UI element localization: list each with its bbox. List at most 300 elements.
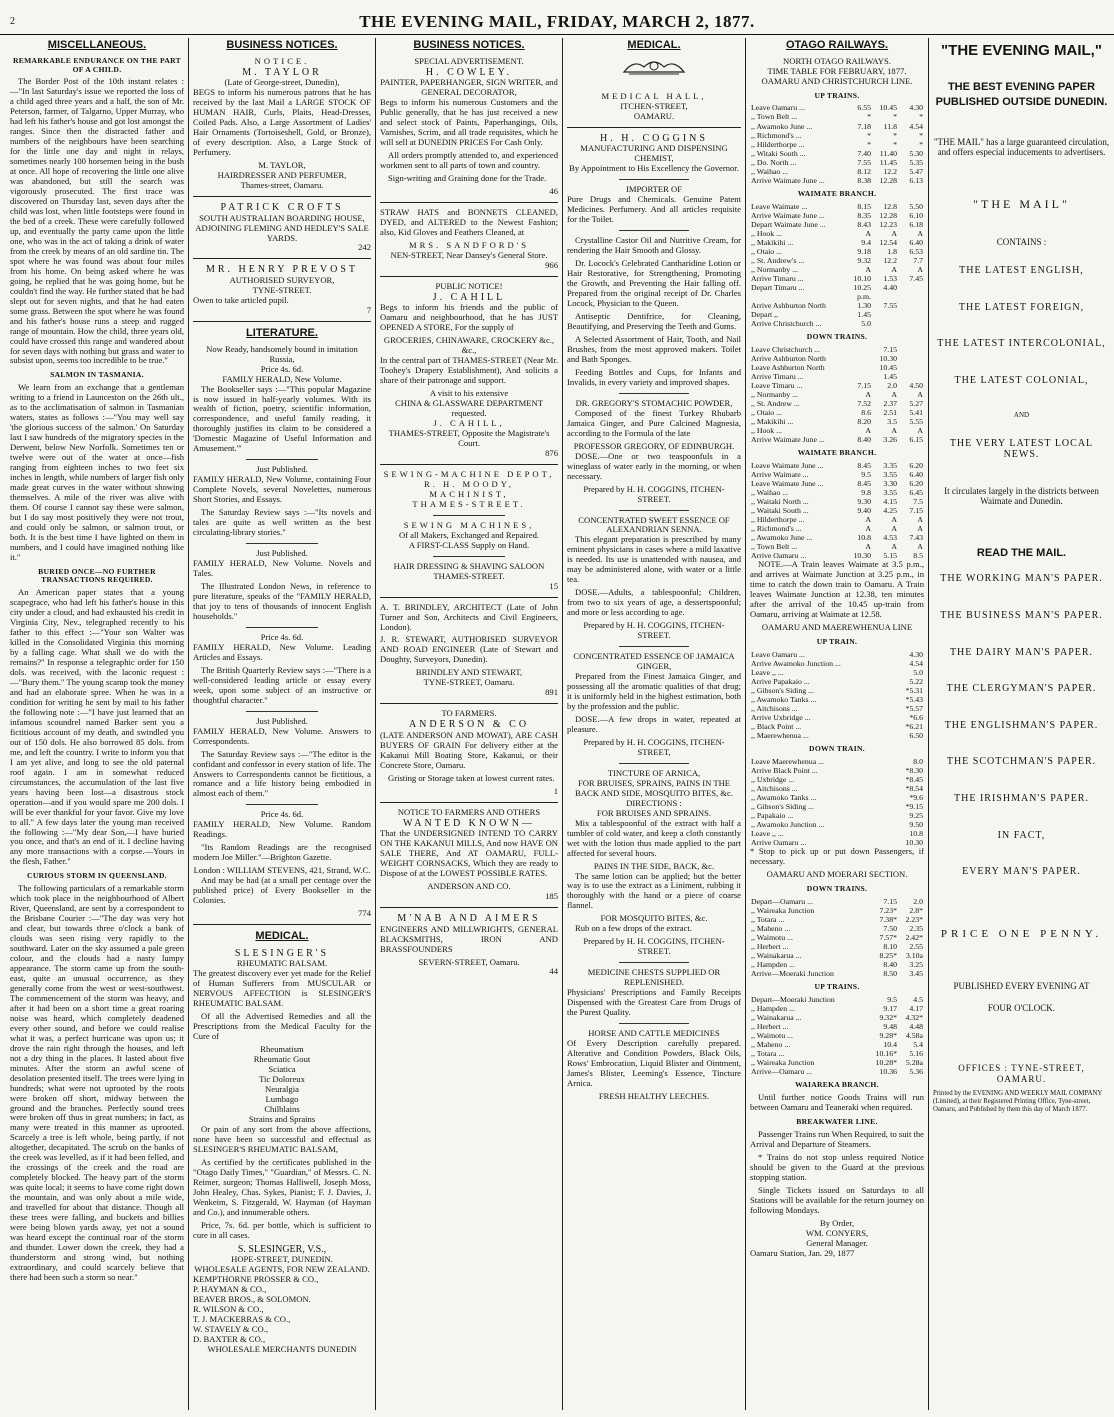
advertiser-signature: ANDERSON AND CO. (427, 881, 511, 892)
advertiser-address: TYNE-STREET, Oamaru. (423, 677, 515, 688)
timetable-row (750, 345, 924, 354)
departure-time: 3.25 (909, 960, 923, 970)
timetable-row (750, 704, 924, 713)
table-heading: DOWN TRAINS. (806, 331, 868, 341)
departure-time: 4.17 (909, 1004, 923, 1014)
ad-body: "Its Random Readings are the recognised modern Joe Miller."—Brighton Gazette. (193, 842, 371, 863)
ad-line: SPECIAL ADVERTISEMENT. (414, 55, 524, 66)
departure-time (872, 292, 898, 301)
departure-time: 10.30 (905, 838, 923, 848)
departure-time (898, 301, 924, 310)
station-name: Leave Christchurch ... (751, 344, 821, 354)
departure-time: 9.32* (879, 1013, 897, 1023)
departure-time: 4.40 (883, 282, 897, 292)
timetable-row (750, 319, 924, 328)
timetable-moeraki-up (750, 995, 924, 1076)
ad-body: Composed of the finest Turkey Rhubarb Jamaica Ginger, and Pure Calcined Magnesia, according to the Formula of the late (567, 407, 741, 438)
shop-name: MEDICAL HALL, (601, 90, 707, 101)
ad-body: Gristing or Storage taken at lowest current rates. (388, 772, 555, 783)
section-heading: LITERATURE. (246, 326, 318, 339)
departure-time: 7.15 (909, 506, 923, 516)
promo-price: PRICE ONE PENNY. (940, 927, 1103, 940)
departure-time: 8.45 (857, 478, 871, 488)
departure-time: * (893, 112, 897, 122)
station-name: ,, Makikihi ... (751, 237, 794, 247)
newspaper-title: THE EVENING MAIL, FRIDAY, MARCH 2, 1877. (359, 12, 755, 31)
section-heading: MEDICAL. (255, 930, 309, 943)
departure-time: 8.20 (857, 417, 871, 427)
departure-time (872, 310, 898, 319)
ad-line: Price 4s. 6d. (260, 631, 304, 642)
advertiser-name: H. H. COGGINS (600, 132, 708, 144)
departure-time (898, 283, 924, 292)
departure-time (846, 354, 872, 363)
ad-body: And may be had (at a small per centage over the published price) of Every Bookseller in the Colonies. (193, 875, 371, 906)
ad-title: CONCENTRATED ESSENCE OF JAMAICA GINGER, (573, 651, 735, 672)
column-business-notices-1 (189, 38, 375, 1410)
ailment-item: Rheumatic Gout (253, 1054, 311, 1065)
timetable-row (750, 292, 924, 301)
departure-time: *5.31 (905, 685, 923, 695)
departure-time: * (867, 112, 871, 122)
departure-time: 6.18 (909, 219, 923, 229)
ad-body: The Saturday Review says :—"Its novels and tales are quite as well written as the best circulating-library stories." (193, 507, 371, 538)
station-name: Depart—Oamaru ... (751, 896, 813, 906)
station-name: ,, Totara ... (751, 915, 785, 925)
departure-time: 8.0 (913, 756, 923, 766)
station-name: ,, Waireaka Junction (751, 1058, 815, 1068)
station-name: ,, St. Andrew's ... (751, 255, 805, 265)
station-name: ,, Otaio ... (751, 407, 782, 417)
ad-body: The Saturday Review says :—"The editor is the confidant and confessor in every station of life. The Answers to Correspondents cannot be fictitious, a romance and a life history being embodied in almost each of them." (193, 748, 371, 799)
ad-body: The same lotion can be applied; but the better way is to use the extract as a Liniment, rubbing it thoroughly with the hand or a piece of coarse flannel. (567, 870, 741, 911)
station-name: ,, Waihao ... (751, 166, 789, 176)
timetable-row (750, 417, 924, 426)
departure-time: 4.25 (883, 506, 897, 516)
timetable-row (750, 793, 924, 802)
station-name: ,, Maheno ... (751, 1040, 791, 1050)
departure-time: *8.30 (905, 765, 923, 775)
departure-time: 5.4 (913, 1040, 923, 1050)
departure-time: 7.45 (909, 273, 923, 283)
ad-body: Rub on a few drops of the extract. (575, 923, 692, 934)
departure-time: 10.30 (853, 551, 871, 561)
departure-time: 5.22 (909, 676, 923, 686)
departure-time: A (917, 389, 923, 399)
ailment-item: Tic Doloreux (259, 1074, 305, 1085)
masthead (0, 4, 1114, 35)
ad-line: HAIR DRESSING & SHAVING SALOON (393, 560, 545, 571)
station-name: ,, Otaio ... (751, 246, 782, 256)
departure-time (898, 319, 924, 328)
station-name: ,, Hook ... (751, 426, 782, 436)
ailment-item: Chilblains (264, 1104, 300, 1114)
departure-time: * (893, 139, 897, 149)
departure-time: 12.28 (879, 175, 897, 185)
departure-time: 4.15 (883, 497, 897, 507)
ad-line: requested. (451, 408, 487, 419)
promo-item: THE LATEST COLONIAL, (954, 374, 1089, 386)
departure-time: 12.54 (879, 237, 897, 247)
station-name: ,, Makikihi ... (751, 417, 794, 427)
departure-time: 10.8 (909, 829, 923, 839)
departure-time: 6.13 (909, 175, 923, 185)
timetable-row (750, 924, 924, 933)
ad-line: ADJOINING FLEMING AND HEDLEY'S SALE YARDS. (195, 222, 369, 243)
station-name: Leave ,, ... (751, 829, 784, 839)
station-name: Leave Waimate June ... (751, 478, 824, 488)
advertiser-trade: MANUFACTURING AND DISPENSING CHEMIST, (580, 143, 728, 164)
ad-line: SOUTH AUSTRALIAN BOARDING HOUSE, (199, 212, 365, 223)
departure-time: *9.6 (909, 793, 923, 803)
departure-time: 5.0 (913, 667, 923, 677)
station-name: ,, Waimotu ... (751, 1031, 793, 1041)
ad-line: Prepared by H. H. COGGINS, ITCHEN-STREET. (583, 620, 725, 641)
promo-contains: CONTAINS : (996, 236, 1047, 247)
departure-time: A (917, 542, 923, 552)
departure-time: *6.21 (905, 722, 923, 732)
departure-time: 11.8 (883, 121, 897, 131)
ad-body: Begs to inform his friends and the public of Oamaru and neighbourhood, that he has JUST OPENED A STORE, For the supply of (380, 302, 558, 333)
ad-title: DR. GREGORY'S STOMACHIC POWDER, (575, 397, 733, 408)
ad-line: Now Ready, handsomely bound in imitation Russia, (206, 343, 358, 364)
departure-time: 7.15 (857, 380, 871, 390)
station-name: ,, Herbert ... (751, 942, 789, 952)
departure-time: 5.27 (909, 398, 923, 408)
timetable-row (750, 695, 924, 704)
departure-time: 7.57* (879, 933, 897, 943)
station-name: Leave Waimate June ... (751, 460, 824, 470)
advertiser-name: MRS. SANDFORD'S (408, 239, 530, 250)
station-name: Arrive Papakaio ... (751, 676, 810, 686)
timetable-row (750, 1013, 924, 1022)
departure-time: 7.15 (883, 896, 897, 906)
timetable-row (750, 960, 924, 969)
departure-time: 12.8 (883, 201, 897, 211)
ad-line: Price 4s. 6d. (260, 363, 304, 374)
article-body: An American paper states that a young scapegrace, who had left his father's house in this city under a cloud, and had exhausted his credit in Virginia City, Nev., telegraphed recently to his father to this effect :—"Your son Walter was killed in the Consolidated Virginia this morning by a falling cage. What shall we do with the remains?" In response a telegraphic order for 150 dols. was received, with the laconic request :—"Bury them." The young scamp took the money and had an elaborate spree. When he was in a condition for writing he sent by mail to his father the following note :—"I have just learned that an infamous scoundrel named Barker sent you a fictitious account of my death, and swindled you out of 150 dols. He also borrowed 85 dols. from me, and left the country. I write to inform you that I am yet alive, and long to see the old paternal roof again. I am in somewhat reduced circumstances, the accumulation of the last five years having been lost—a disastrous stock operation—and if you would spare me 200 dols. I will be ever thankful for your favor. Give my love to all." A few days later the young man received the following :—"My dear Son,—I have buried you once, and that's an end of it. I decline having any more transactions with a corpse.—Yours in the flesh, Father." (10, 587, 184, 867)
departure-time: 8.6 (861, 407, 871, 417)
ad-body: Of Every Description carefully prepared. Alterative and Condition Powders, Black Oils, Rows' Embrocation, Liquid Blister and Ointment, James's Blister, Leeming's Essence, Tincture Arnica. (567, 1038, 741, 1088)
departure-time: 7.38* (879, 915, 897, 925)
station-name: Depart Timaru ... (751, 282, 805, 292)
ad-title: FRESH HEALTHY LEECHES. (598, 1090, 710, 1101)
departure-time: 5.41 (909, 407, 923, 417)
timetable-row (750, 202, 924, 211)
table-heading: WAIMATE BRANCH. (797, 188, 877, 198)
station-name: ,, Hook ... (751, 228, 782, 238)
ad-title: WHOLESALE AGENTS, FOR NEW ZEALAND. (194, 1264, 370, 1275)
timetable-row (750, 515, 924, 524)
ad-body: Or pain of any sort from the above affections, none have been so successful and effectual as SLESINGER'S RHEUMATIC BALSAM, (193, 1123, 371, 1154)
ad-body: (LATE ANDERSON AND MOWAT), ARE CASH BUYERS OF GRAIN For delivery either at the Kakanui Mill Boating Store, Kakanui, or their Concrete Store, Oamaru. (380, 729, 558, 770)
station-name: ,, Herbert ... (751, 1022, 789, 1032)
station-name: Leave ,, ... (751, 667, 784, 677)
ad-line: Just Published. (256, 548, 308, 559)
departure-time: 7.18 (857, 121, 871, 131)
ad-number: 891 (545, 687, 558, 698)
departure-time: 9.48 (883, 1022, 897, 1032)
advertiser-address: SEVERN-STREET, Oamaru. (418, 956, 520, 967)
timetable-row (750, 659, 924, 668)
timetable-up-continued (750, 220, 924, 328)
ad-body: A Selected Assortment of Hair, Tooth, and Nail Brushes, from the most approved makers. Toilet and Bath Sponges. (567, 333, 741, 364)
timetable-row (750, 897, 924, 906)
station-name: Leave Waimate ... (751, 201, 808, 211)
departure-time: 3.5 (887, 417, 897, 427)
departure-time: 8.5 (913, 551, 923, 561)
departure-time: 7.55 (857, 157, 871, 167)
article-body: The Border Post of the 10th instant relates :—"In last Saturday's issue we reported the loss of a child aged three years and a half, the son of Mr. Peterson, farmer, of Talgarno, Upper Murray, who had left his father's house and got lost amongst the ranges. Since then the distracted father and numbers of the neighbours have been searching for the little one day and night in relays, sometimes nearly 100 horsemen being in the bush at once. All hope of recovering the little one alive was abandoned, but still the search was vigorously prosecuted. The first trace was discovered on Thursday last, seven days after the child was lost, when little footsteps were found in the bed of a creek. These were carefully followed up, and eventually the party came upon the little one, who was in the act of taking a drink of water from the creek by means of an old sardine tin. The spot where he was found was about four miles from his home. On being asked where he was going, he replied that he was going home, but he couldn't find the way. He further stated that he had slept out for seven nights, and that he had eaten some grass. Between the spot where he was found and his father's house runs a steep and rugged range of mountain. How the child, three years old, could have crossed this range and wandered about for seven days with nothing but grass and water to subsist upon, seems too incredible to be true." (10, 76, 184, 366)
departure-time: 9.5 (887, 995, 897, 1005)
promo-paper: EVERY MAN'S PAPER. (962, 866, 1081, 878)
timetable-row (750, 722, 924, 731)
departure-time: 10.45 (879, 103, 897, 113)
ad-body: Of all the Advertised Remedies and all the Prescriptions from the Medical Faculty for the Cure of (193, 1011, 371, 1042)
advertiser-signature: M. TAYLOR, (258, 160, 306, 171)
departure-time (898, 372, 924, 381)
timetable-row (750, 811, 924, 820)
promo-paper: IN FACT, (997, 829, 1046, 841)
departure-time: 10.25 (853, 282, 871, 292)
ad-number: 15 (549, 580, 558, 591)
departure-time (898, 310, 924, 319)
ad-title: FAMILY HERALD, New Volume. Answers to Correspondents. (193, 725, 371, 746)
ad-body: Antiseptic Dentifrice, for Cleaning, Beautifying, and Preserving the Teeth and Gums. (567, 311, 741, 332)
departure-time: A (865, 542, 871, 552)
departure-time: 8.43 (857, 219, 871, 229)
departure-time: 9.25 (909, 811, 923, 821)
ad-body: Physicians' Prescriptions and Family Receipts Dispensed with the Greatest Care from Drugs of the Purest Quality. (567, 987, 741, 1018)
timetable-row (750, 1040, 924, 1049)
ad-title: TINCTURE OF ARNICA, (607, 767, 701, 778)
departure-time: 7.40 (857, 148, 871, 158)
ad-body: BEGS to inform his numerous patrons that he has received by the last Mail a LARGE STOCK OF HUMAN HAIR, Curls, Plaits, Head-Dresses, Coiled Pads. Also, a Large Assortment of Ladies' Hair Ornaments (Tortoiseshell, Gold, or Bronze), of every description. Also, a Large Stock of Perfumery. (193, 87, 371, 158)
timetable-row (750, 1058, 924, 1067)
departure-time: * (919, 130, 923, 140)
promo-item: THE LATEST ENGLISH, (959, 265, 1084, 277)
ad-title: FAMILY HERALD, New Volume. Novels and Tales. (193, 558, 371, 579)
ad-body: Pure Drugs and Chemicals. Genuine Patent Medicines. Perfumery. And all articles requisite for the Toilet. (567, 194, 741, 225)
ad-title: NOTICE TO FARMERS AND OTHERS (397, 806, 541, 817)
article-title: REMARKABLE ENDURANCE ON THE PART OF A CHILD. (12, 55, 182, 74)
ad-line: Of all Makers, Exchanged and Repaired. (398, 529, 540, 540)
station-name: Leave Maerewhenua ... (751, 756, 824, 766)
agent-list (193, 1275, 371, 1345)
article-title: SALMON IN TASMANIA. (50, 370, 144, 380)
departure-time (898, 345, 924, 354)
timetable-row (750, 131, 924, 140)
promo-imprint: Printed by the EVENING AND WEEKLY MAIL COMPANY (Limited), at their Registered Printing Office, Tyne-street, Oamaru, and Published by them this day of March 1877. (933, 1090, 1103, 1113)
advertiser-name: PATRICK CROFTS (220, 201, 344, 213)
departure-time: 6.53 (909, 246, 923, 256)
departure-time: 8.35 (857, 210, 871, 220)
ad-title: MEDICINE CHESTS SUPPLIED OR REPLENISHED. (587, 967, 721, 988)
station-name: ,, Papakaio ... (751, 811, 794, 821)
ad-title: IMPORTER OF (625, 184, 683, 195)
notice-label: NOTICE. (254, 55, 310, 66)
station-name: ,, Waihao ... (751, 488, 789, 497)
advertiser-trade: PAINTER, PAPERHANGER, SIGN WRITER, and GENERAL DECORATOR, (380, 77, 558, 98)
timetable-row (750, 408, 924, 417)
departure-time: * (919, 112, 923, 122)
departure-time: 5.30 (909, 148, 923, 158)
departure-time: 6.55 (857, 103, 871, 113)
ad-line: By Appointment to His Excellency the Governor. (569, 163, 739, 174)
station-name: ,, Awamoko Tanks ... (751, 694, 817, 704)
ad-line: PAINS IN THE SIDE, BACK, &c. (593, 860, 715, 871)
section-heading: BUSINESS NOTICES. (413, 39, 525, 51)
timetable-maerewhenua-down (750, 757, 924, 847)
ad-title: FAMILY HERALD, New Volume. Leading Articles and Essays. (193, 641, 371, 662)
departure-time: * (867, 130, 871, 140)
timetable-row (750, 103, 924, 112)
timetable-row (750, 524, 924, 533)
ad-line: THAMES-STREET. (433, 570, 505, 581)
ad-number: 7 (366, 304, 371, 315)
ad-line: AUTHORISED SURVEYOR, (229, 275, 335, 286)
article-body: The following particulars of a remarkable storm which took place in the neighbourhood of Albert River, Queensland, are sent by a correspondent to the Brisbane Courier :—"The day was very hot and clear, but towards three o'clock a bank of clouds was seen rising very rapidly to the southward. Later on the sky assumed a pale green colour, and the clouds had a nasty lumpy appearance. The storm came up from the south-east, quite an unusual occurrence, as they generally come from the west or west-southwest. The commencement of the storm was heavy, and after it had been on a short time a great roaring noise was heard, which completely deadened every other sound, and before we could realise what it was, a perfect hurricane was upon us; it drove the rain right through the houses, and left not a dry thing in the places. It lasted about five minutes. After the storm an awful scene of desolation presented itself. The trees were lying in hundreds; what were not uprooted by the roots were broken off short, midway between the ground and the branches. Perfectly sound trees were broken off thus in great numbers; in fact, as many were treated in this manner as uprooted. Scarcely a tree is left whole, being partly, if not altogether, decapitated. The scrub on the banks of the creek was levelled, as if it had been felled, and the crossings of the creek and the road are completely blocked. The heavy part of the storm was quite local; it seems to have come right down the mountain, and was only about a mile wide, and travelled for about that distance. Though all these trees were falling, and buckets and billies were being blown yards away, yet not a sound was heard except the continual roar of the storm and thunder. Lower down the creek, they had a thunderstorm and strong wind, but nothing extraordinary, and could scarcely believe that there had been such a storm so near." (10, 883, 184, 1282)
ad-title: WANTED KNOWN— (402, 817, 536, 829)
departure-time: A (891, 264, 897, 274)
promo-published: PUBLISHED EVERY EVENING AT (953, 980, 1090, 991)
timetable-row (750, 668, 924, 677)
departure-time: 8.25* (879, 951, 897, 961)
departure-time: 5.16 (909, 1049, 923, 1059)
ad-line: A visit to his extensive (429, 388, 509, 399)
departure-time: A (917, 524, 923, 534)
departure-time: 5.28a (905, 1058, 923, 1068)
timetable-note: Until further notice Goods Trains will run between Oamaru and Teaneraki when required. (750, 1092, 924, 1113)
timetable-row (750, 497, 924, 506)
timetable-row (750, 506, 924, 515)
departure-time: * (919, 139, 923, 149)
departure-time: 7.55 (883, 300, 897, 310)
station-name: ,, Hampden ... (751, 1004, 795, 1014)
station-name: ,, Aitchisons ... (751, 784, 798, 794)
departure-time: 12.2 (883, 255, 897, 265)
departure-time (846, 345, 872, 354)
station-name: ,, Aitchisons ... (751, 704, 798, 714)
station-name: Arrive Ashburton North (751, 300, 826, 310)
departure-time: 11.40 (879, 148, 897, 158)
agent-item: R. WILSON & CO., (193, 1304, 264, 1315)
station-name: ,, Hilderthorpe ... (751, 515, 805, 525)
departure-time: 2.23* (905, 915, 923, 925)
promo-tagline: PUBLISHED OUTSIDE DUNEDIN. (935, 96, 1108, 109)
column-miscellaneous (6, 38, 188, 1410)
ad-title: FAMILY HERALD, New Volume. (222, 373, 342, 384)
ad-title: FAMILY HERALD, New Volume. Random Readings. (193, 819, 371, 840)
ad-line: FOR BRUISES AND SPRAINS. (596, 807, 712, 818)
timetable-row (750, 426, 924, 435)
promo-paper: THE SCOTCHMAN'S PAPER. (946, 756, 1097, 768)
departure-time: 1.45 (857, 309, 871, 319)
agent-item: BEAVER BROS., & SOLOMON. (193, 1294, 311, 1305)
station-name: ,, Waitaki South ... (751, 506, 809, 516)
departure-time: 7.50 (883, 924, 897, 934)
advertiser-trade: MACHINIST, (429, 488, 509, 499)
timetable-note: NOTE.—A Train leaves Waimate at 3.5 p.m., and arrives at Waimate Junction at 3.25 p.m., in time to catch the down train to Oamaru. A Train leaves Waimate Junction at 12.38, ten minutes after the arrival of the 10.45 up-train from Oamaru, arriving at Waimate at 12.58. (750, 559, 924, 620)
timetable-waimate (750, 202, 924, 220)
promo-tagline: THE BEST EVENING PAPER (947, 81, 1096, 94)
ad-body: A. T. BRINDLEY, ARCHITECT (Late of John Turner and Son, Architects and Civil Engineers, London). (380, 601, 558, 632)
departure-time: A (865, 524, 871, 534)
departure-time: 9.28* (879, 1031, 897, 1041)
timetable-row (750, 363, 924, 372)
timetable-row (750, 112, 924, 121)
advertiser-name: SLESINGER'S (234, 947, 330, 959)
ad-body: Begs to inform his numerous Customers and the Public generally, that he has just received a new and select stock of Paints, Paperhangings, Oils, Varnishes, Scrim, and all trade requisites, which he will sell at DUNEDIN PRICES For Cash Only. (380, 97, 558, 148)
promo-paper: THE ENGLISHMAN'S PAPER. (944, 719, 1099, 731)
departure-time: A (891, 426, 897, 436)
ad-body: Crystalline Castor Oil and Nutritive Cream, for rendering the Hair Smooth and Glossy. (567, 235, 741, 256)
timetable-row (750, 650, 924, 659)
station-name: ,, Do. North ... (751, 157, 797, 167)
station-name: Leave Oamaru ... (751, 103, 805, 113)
departure-time: 6.40 (909, 469, 923, 479)
timetable-note: Single Tickets issued on Saturdays to all Stations will be available for the return journey on following Mondays. (750, 1184, 924, 1215)
ad-body: Dr. Locock's Celebrated Cantharidine Lotion or Hair Restorative, for Strengthening, Promoting the Growth, and Preventing the Hair falling off. Prepared from the original receipt of Dr. Charles Locock, Physician to the Queen. (567, 258, 741, 309)
ad-body: The greatest discovery ever yet made for the Relief of Human Sufferers from MUSCULAR or NERVOUS AFFECTION is SLESINGER'S RHEUMATIC BALSAM. (193, 968, 371, 1009)
departure-time: A (891, 389, 897, 399)
advertiser-name: ANDERSON & CO (408, 719, 530, 731)
table-heading: UP TRAINS. (814, 982, 860, 992)
timetable-row (750, 461, 924, 470)
departure-time: 4.50 (909, 380, 923, 390)
timetable-row (750, 1067, 924, 1076)
departure-time: 5.35 (909, 157, 923, 167)
departure-time: 5.50 (909, 201, 923, 211)
ad-number: 966 (545, 259, 558, 270)
station-name: Leave Ashburton North (751, 362, 825, 372)
station-name: ,, Waimotu ... (751, 933, 793, 943)
ad-title: FAMILY HERALD, New Volume, containing Four Complete Novels, several Novelettes, numerous Short Stories, and Essays. (193, 474, 371, 505)
timetable-row (750, 1004, 924, 1013)
ad-line: Just Published. (256, 715, 308, 726)
station-name: Arrive—Moerakì Junction (751, 969, 834, 979)
departure-time: 2.35 (909, 924, 923, 934)
departure-time: 9.50 (909, 820, 923, 830)
ailment-item: Rheumatism (260, 1044, 304, 1055)
ad-number: 774 (358, 908, 371, 919)
ad-line: OAMARU AND MOERARI SECTION. (766, 869, 908, 880)
departure-time: 1.8 (887, 246, 897, 256)
station-name: ,, Maheno ... (751, 924, 791, 934)
station-name: ,, Gibson's Siding ... (751, 685, 814, 695)
promo-time: FOUR O'CLOCK. (987, 1002, 1056, 1013)
timetable-waimate-2 (750, 461, 924, 479)
departure-time: 7.23* (879, 905, 897, 915)
promo-item: AND (1013, 411, 1030, 420)
station-name: ,, Waireaka Junction (751, 905, 815, 915)
departure-time: 10.4 (883, 1040, 897, 1050)
departure-time: * (893, 130, 897, 140)
station-name: Arrive Waimate June ... (751, 175, 825, 185)
station-name: ,, Richmond's ... (751, 130, 802, 140)
departure-time: 8.38 (857, 175, 871, 185)
timetable-row (750, 933, 924, 942)
departure-time: *8.45 (905, 775, 923, 784)
ad-title: TIME TABLE FOR FEBRUARY, 1877. (767, 65, 907, 76)
station-name: Arrive Timaru ... (751, 273, 804, 283)
promo-paper: THE IRISHMAN'S PAPER. (954, 792, 1089, 804)
ad-body: DOSE.—A few drops in water, repeated at pleasure. (567, 713, 741, 734)
promo-paper: THE BUSINESS MAN'S PAPER. (940, 610, 1103, 621)
promo-paper: THE DAIRY MAN'S PAPER. (949, 646, 1094, 658)
ad-title: HORSE AND CATTLE MEDICINES (588, 1028, 720, 1039)
ad-body: All orders promptly attended to, and experienced workmen sent to all parts of town and country. (380, 150, 558, 171)
